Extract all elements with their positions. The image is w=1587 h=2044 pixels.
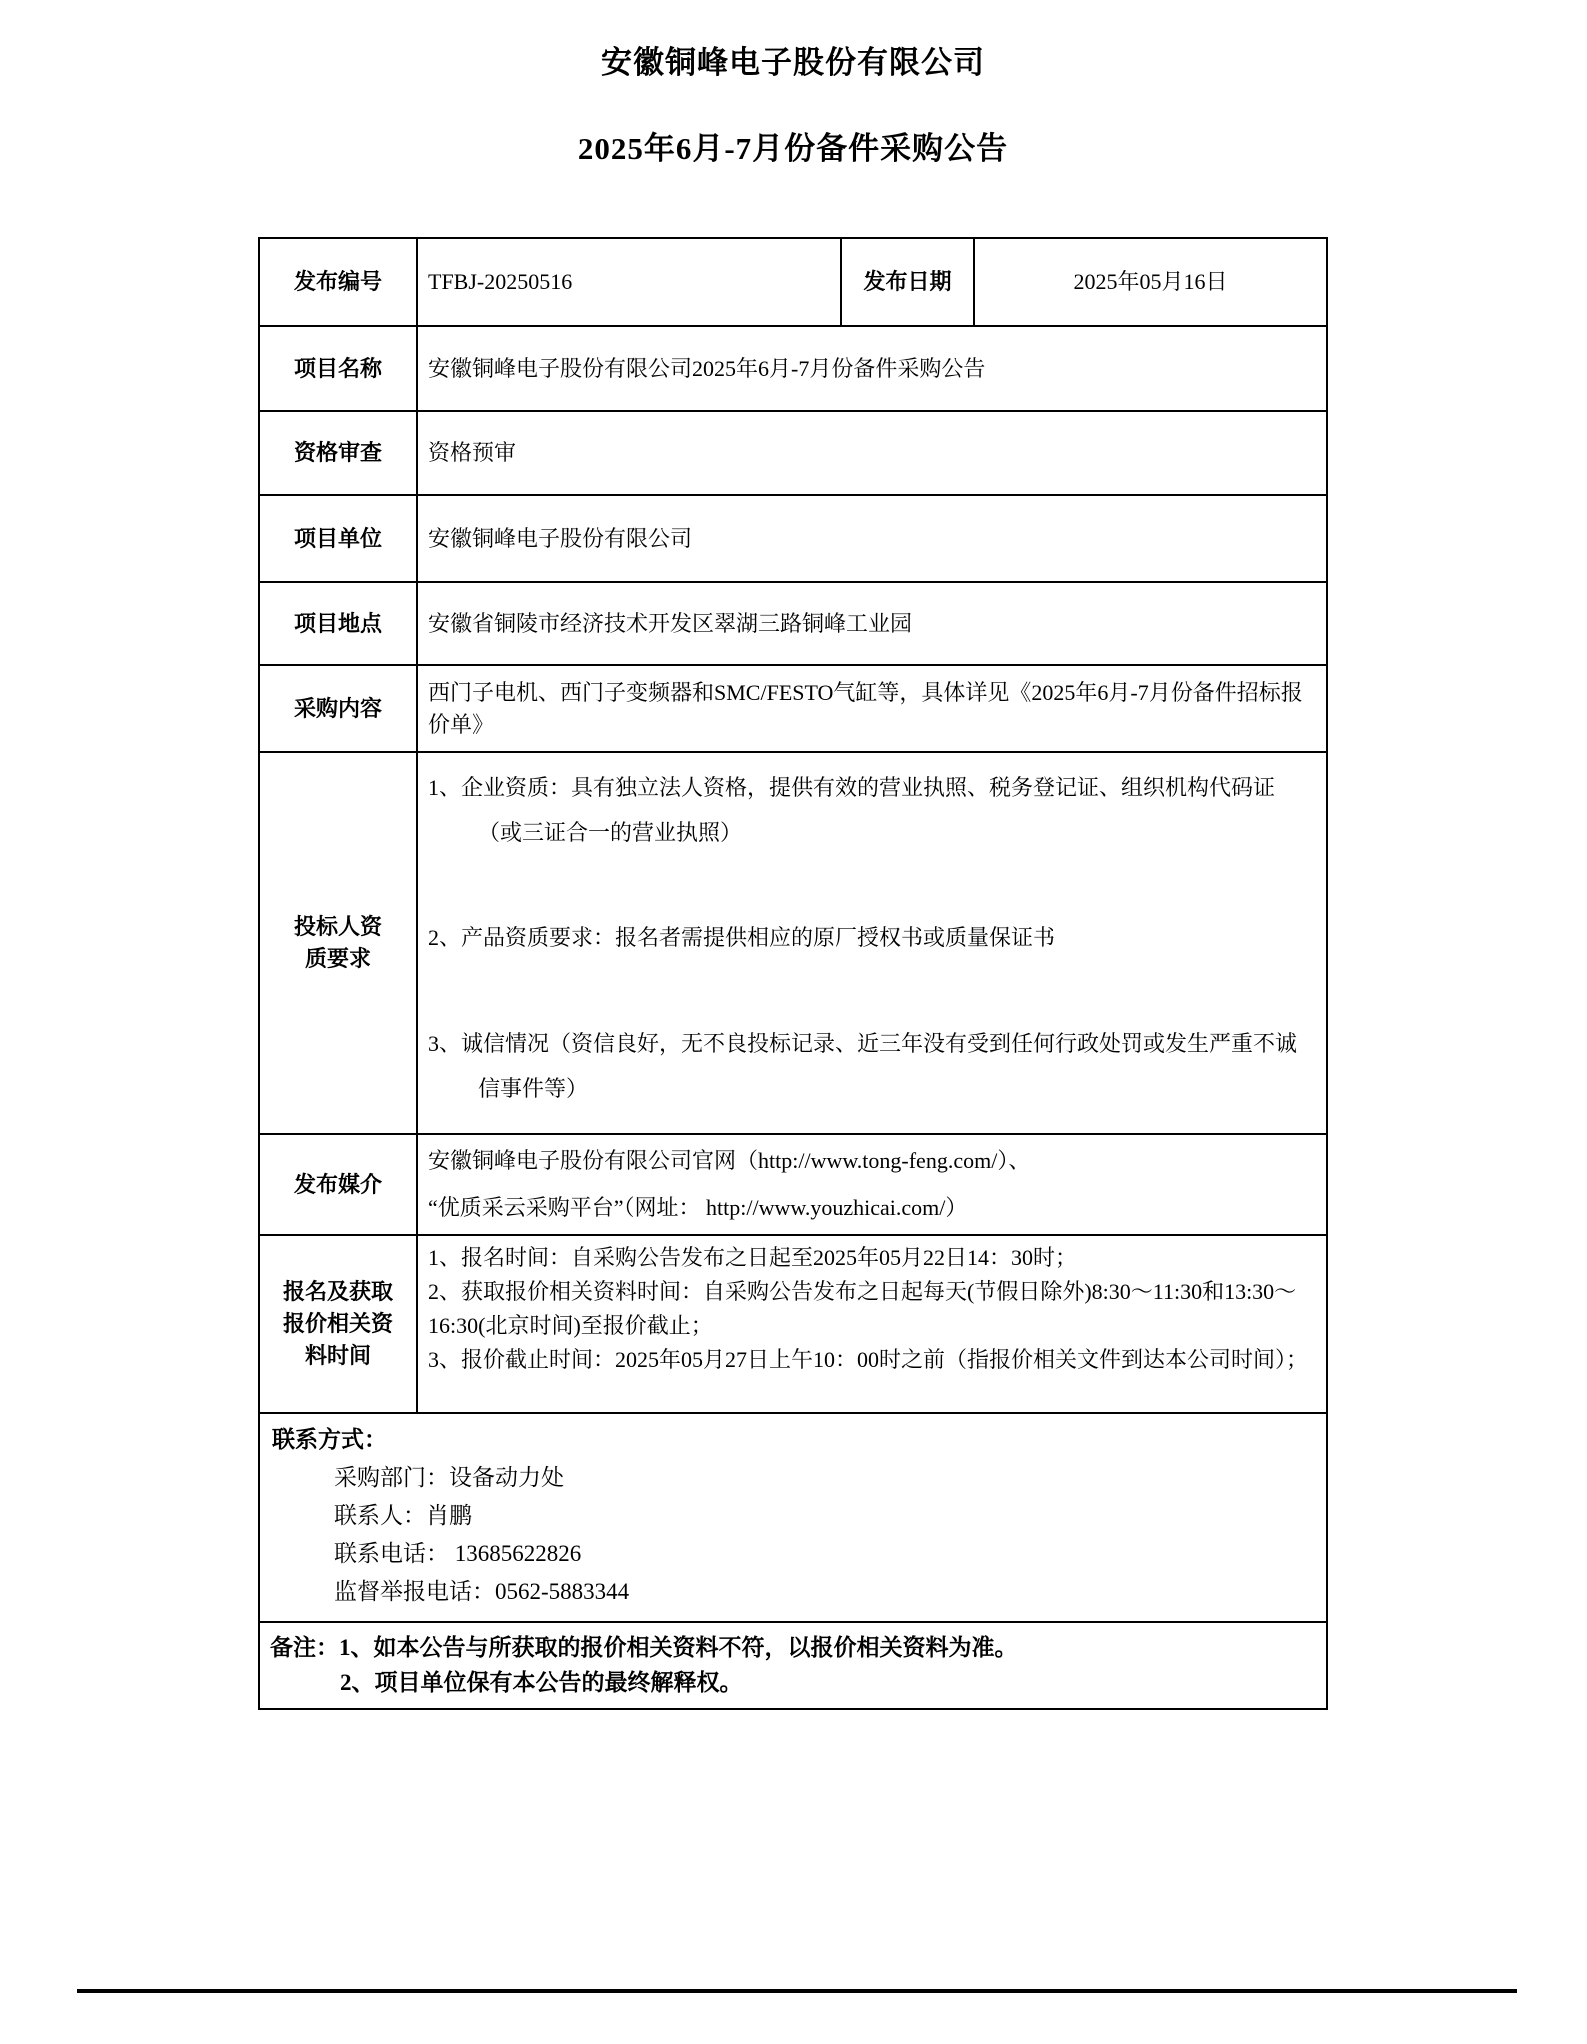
publish-date-value: 2025年05月16日 xyxy=(973,239,1326,325)
project-unit-row xyxy=(260,494,1326,581)
contact-cell xyxy=(260,1414,1326,1621)
publish-no-label: 发布编号 xyxy=(293,269,382,295)
contact-person: 联系人：肖鹏 xyxy=(334,1502,472,1528)
project-name-value: 安徽铜峰电子股份有限公司2025年6月-7月份备件采购公告 xyxy=(416,327,1326,410)
registration-time-value xyxy=(416,1236,1326,1412)
contact-section xyxy=(260,1412,1326,1621)
registration-time-label xyxy=(260,1236,416,1412)
publish-media-value xyxy=(416,1135,1326,1234)
registration-item-1: 1、报名时间：自采购公告发布之日起至2025年05月22日14：30时； xyxy=(428,1245,1078,1270)
notes-section xyxy=(260,1621,1326,1708)
bidder-qualification-label-text: 投标人资质要求 xyxy=(294,914,383,971)
publish-info-row xyxy=(260,239,1326,325)
announcement-table xyxy=(258,237,1328,1710)
publish-no-value: TFBJ-20250516 xyxy=(416,239,840,325)
contact-phone: 联系电话： 13685622826 xyxy=(334,1541,582,1567)
procurement-content-value: 西门子电机、西门子变频器和SMC/FESTO气缸等，具体详见《2025年6月-7月份备件招标报价单》 xyxy=(416,666,1326,751)
notes-line-2: 2、项目单位保有本公告的最终解释权。 xyxy=(340,1669,743,1695)
project-name-label: 项目名称 xyxy=(293,355,382,381)
notes-cell xyxy=(260,1623,1326,1708)
company-title: 安徽铜峰电子股份有限公司 xyxy=(601,45,985,80)
project-location-row xyxy=(260,581,1326,664)
publish-date-label: 发布日期 xyxy=(840,239,973,325)
procurement-content-row xyxy=(260,664,1326,751)
qualification-item-2: 2、产品资质要求：报名者需提供相应的原厂授权书或质量保证书 xyxy=(428,925,1056,951)
registration-item-3: 3、报价截止时间：2025年05月27日上午10：00时之前（指报价相关文件到达本公司时间）； xyxy=(428,1346,1309,1372)
project-unit-value: 安徽铜峰电子股份有限公司 xyxy=(416,496,1326,581)
qualification-item-3: 3、诚信情况（资信良好，无不良投标记录、近三年没有受到任何行政处罚或发生严重不诚信事件等） xyxy=(428,1030,1298,1101)
qualification-review-row xyxy=(260,410,1326,494)
publish-media-line-1: 安徽铜峰电子股份有限公司官网（http://www.tong-feng.com/）、 xyxy=(428,1147,1031,1173)
announcement-title: 2025年6月-7月份备件采购公告 xyxy=(577,131,1009,166)
bidder-qualification-row xyxy=(260,751,1326,1133)
procurement-content-label: 采购内容 xyxy=(293,695,382,721)
footer-rule xyxy=(77,1989,1517,1993)
project-name-row xyxy=(260,325,1326,410)
qualification-review-value: 资格预审 xyxy=(416,412,1326,494)
qualification-item-1: 1、企业资质：具有独立法人资格，提供有效的营业执照、税务登记证、组织机构代码证（或三证合一的营业执照） xyxy=(428,775,1276,846)
registration-time-row xyxy=(260,1234,1326,1412)
bidder-qualification-label xyxy=(260,753,416,1133)
qualification-review-label: 资格审查 xyxy=(293,440,382,466)
publish-media-line-2: “优质采云采购平台”（网址： http://www.youzhicai.com/） xyxy=(428,1194,968,1220)
project-location-label: 项目地点 xyxy=(293,610,382,636)
publish-media-label: 发布媒介 xyxy=(293,1171,382,1197)
contact-department: 采购部门：设备动力处 xyxy=(334,1464,564,1490)
project-unit-label: 项目单位 xyxy=(293,525,382,551)
bidder-qualification-value xyxy=(416,753,1326,1133)
supervision-phone: 监督举报电话：0562-5883344 xyxy=(334,1579,630,1605)
project-location-value: 安徽省铜陵市经济技术开发区翠湖三路铜峰工业园 xyxy=(416,583,1326,664)
registration-item-2: 2、获取报价相关资料时间：自采购公告发布之日起每天(节假日除外)8:30～11:30和13:30～16:30(北京时间)至报价截止； xyxy=(428,1278,1297,1338)
publish-media-row xyxy=(260,1133,1326,1234)
contact-heading: 联系方式： xyxy=(272,1427,387,1452)
notes-line-1: 备注：1、如本公告与所获取的报价相关资料不符，以报价相关资料为准。 xyxy=(270,1635,1018,1661)
registration-time-label-text: 报名及获取报价相关资料时间 xyxy=(283,1279,394,1368)
